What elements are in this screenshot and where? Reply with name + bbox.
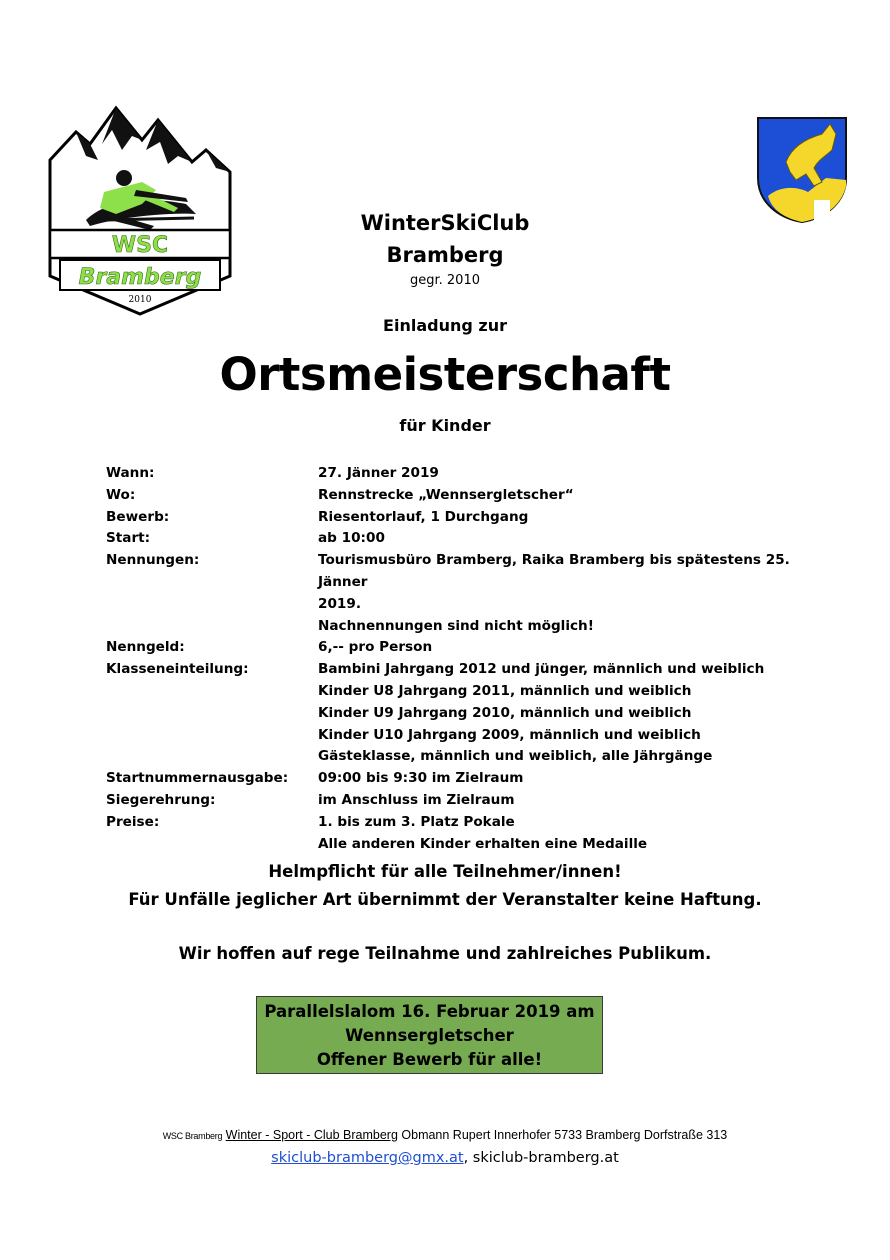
detail-label: Nenngeld: <box>106 639 185 656</box>
detail-value <box>318 463 806 485</box>
event-details <box>106 463 806 855</box>
detail-row <box>106 485 806 507</box>
footer-address-text: Obmann Rupert Innerhofer 5733 Bramberg Dorfstraße 313 <box>397 1128 728 1142</box>
logo-letters: WSC <box>111 233 169 258</box>
detail-value-line: Kinder U10 Jahrgang 2009, männlich und weiblich <box>318 726 701 743</box>
helmet-notice: Helmpflicht für alle Teilnehmer/innen! <box>268 862 622 881</box>
detail-value-line: ab 10:00 <box>318 530 385 547</box>
logo-name: Bramberg <box>78 265 202 290</box>
detail-value-line: im Anschluss im Zielraum <box>318 791 515 808</box>
box-line-3: Offener Bewerb für alle! <box>316 1050 543 1069</box>
founded-year: gegr. 2010 <box>409 273 480 288</box>
detail-label: Preise: <box>106 813 160 830</box>
detail-value-line: Kinder U9 Jahrgang 2010, männlich und weiblich <box>318 704 692 721</box>
detail-value-line: Nachnennungen sind nicht möglich! <box>318 617 594 634</box>
page-title: Ortsmeisterschaft <box>219 348 671 401</box>
club-name-line2: Bramberg <box>386 243 504 267</box>
detail-value-line: Bambini Jahrgang 2012 und jünger, männlich und weiblich <box>318 661 765 678</box>
detail-row <box>106 790 806 812</box>
detail-row <box>106 768 806 790</box>
detail-value-line: Kinder U8 Jahrgang 2011, männlich und weiblich <box>318 682 692 699</box>
liability-notice: Für Unfälle jeglicher Art übernimmt der Veranstalter keine Haftung. <box>128 890 762 909</box>
detail-row <box>106 659 806 768</box>
detail-value-line: Gästeklasse, männlich und weiblich, alle Jährgänge <box>318 748 713 765</box>
participation-notice: Wir hoffen auf rege Teilnahme und zahlreiches Publikum. <box>178 944 712 963</box>
website-text: , skiclub-bramberg.at <box>463 1150 619 1166</box>
email-link[interactable]: skiclub-bramberg@gmx.at <box>271 1150 464 1166</box>
detail-value <box>318 507 806 529</box>
detail-value-line: 09:00 bis 9:30 im Zielraum <box>318 770 524 787</box>
detail-label: Klasseneinteilung: <box>106 661 249 678</box>
detail-row <box>106 637 806 659</box>
detail-value <box>318 528 806 550</box>
detail-value-line: 6,-- pro Person <box>318 639 433 656</box>
footer-abbrev: WSC Bramberg <box>162 1131 223 1141</box>
detail-value-line: Alle anderen Kinder erhalten eine Medaille <box>318 835 648 852</box>
detail-value <box>318 768 806 790</box>
footer-address <box>0 1128 890 1142</box>
detail-value-line: 2019. <box>318 595 361 612</box>
detail-value-line: Tourismusbüro Bramberg, Raika Bramberg bis spätestens 25. Jänner <box>318 552 790 590</box>
detail-value <box>318 790 806 812</box>
detail-value-line: 27. Jänner 2019 <box>318 465 439 481</box>
detail-label: Wann: <box>106 465 155 481</box>
detail-value <box>318 485 806 507</box>
footer-club-name: Winter - Sport - Club Bramberg <box>225 1128 398 1142</box>
detail-label: Nennungen: <box>106 552 200 569</box>
detail-label: Wo: <box>106 486 136 503</box>
box-line-1: Parallelslalom 16. Februar 2019 am <box>264 1002 595 1021</box>
invitation-line: Einladung zur <box>383 316 507 335</box>
parallel-slalom-box <box>256 996 603 1074</box>
detail-row <box>106 528 806 550</box>
logo-year: 2010 <box>128 295 152 305</box>
detail-value <box>318 637 806 659</box>
detail-value-line: Rennstrecke „Wennsergletscher“ <box>318 486 574 503</box>
box-line-2: Wennsergletscher <box>345 1026 514 1045</box>
detail-value <box>318 812 806 856</box>
detail-value <box>318 550 806 637</box>
detail-value-line: Riesentorlauf, 1 Durchgang <box>318 508 529 525</box>
detail-label: Startnummernausgabe: <box>106 770 289 787</box>
detail-value <box>318 659 806 768</box>
detail-value-line: 1. bis zum 3. Platz Pokale <box>318 813 515 830</box>
detail-label: Bewerb: <box>106 508 170 525</box>
page-subtitle: für Kinder <box>399 416 491 435</box>
footer-contact <box>0 1150 890 1166</box>
detail-row <box>106 463 806 485</box>
detail-row <box>106 507 806 529</box>
detail-label: Start: <box>106 530 151 547</box>
club-name-line1: WinterSkiClub <box>360 211 530 235</box>
detail-label: Siegerehrung: <box>106 791 216 808</box>
detail-row <box>106 550 806 637</box>
detail-row <box>106 812 806 856</box>
